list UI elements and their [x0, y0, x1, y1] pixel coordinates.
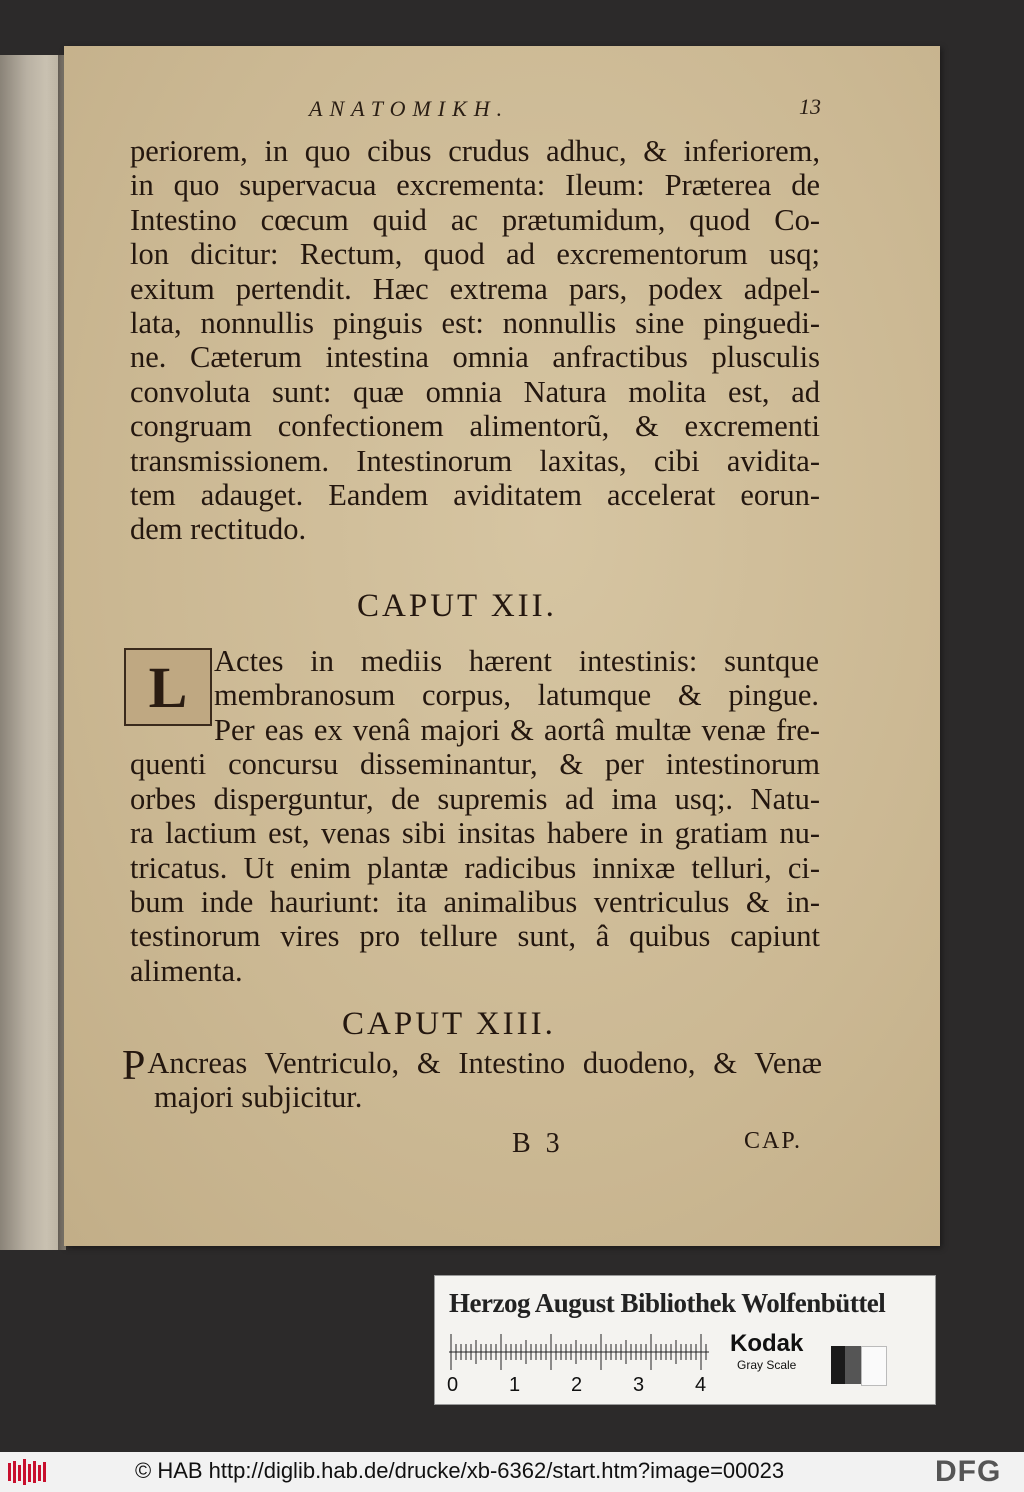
page-number: 13	[799, 94, 821, 119]
text-line: transmissionem. Intestinorum laxitas, cibi avidita-	[130, 443, 820, 478]
text-line: Ancreas Ventriculo, & Intestino duodeno, & Venæ	[147, 1046, 822, 1080]
ruler-label: 1	[509, 1374, 521, 1396]
text-line: exitum pertendit. Hæc extrema pars, podex adpel-	[130, 271, 820, 306]
book-page	[64, 46, 940, 1246]
dfg-logo: DFG	[935, 1455, 1002, 1488]
footer-bar	[0, 1452, 1024, 1492]
paragraph-13	[122, 1043, 822, 1115]
color-target-card	[434, 1275, 936, 1405]
text-line: majori subjicitur.	[154, 1080, 363, 1115]
library-logo-icon	[8, 1459, 48, 1485]
text-line: lon dicitur: Rectum, quod ad excrementorum usq;	[130, 237, 820, 272]
ruler-icon	[449, 1334, 709, 1370]
gray-swatch-black	[831, 1346, 845, 1384]
text-line: congruam confectionem alimentorũ, & excrementi	[130, 409, 820, 444]
library-name: Herzog August Bibliothek Wolfenbüttel	[449, 1288, 886, 1318]
signature-mark: B 3	[512, 1128, 564, 1159]
ruler-label: 3	[633, 1374, 645, 1396]
text-line: Per eas ex venâ majori & aortâ multæ venæ fre-	[214, 713, 820, 747]
text-line: ne. Cæterum intestina omnia anfractibus plusculis	[130, 340, 820, 375]
facing-page-edge	[0, 55, 66, 1250]
paragraph-12	[130, 713, 820, 988]
ruler-label: 4	[695, 1374, 707, 1396]
decorated-initial: L	[124, 648, 212, 726]
text-line: orbes disperguntur, de supremis ad ima usq;. Natu-	[130, 781, 820, 816]
text-line: dem rectitudo.	[130, 512, 307, 547]
text-line: tem adauget. Eandem aviditatem accelerat eorun-	[130, 478, 820, 513]
citation-link[interactable]: © HAB http://diglib.hab.de/drucke/xb-6362/start.htm?image=00023	[135, 1458, 785, 1483]
text-line: tricatus. Ut enim plantæ radicibus innixæ telluri, ci-	[130, 850, 820, 885]
text-line: bum inde hauriunt: ita animalibus ventriculus & in-	[130, 885, 820, 920]
text-line: lata, nonnullis pinguis est: nonnullis sine pinguedi-	[130, 306, 820, 341]
text-line: Intestino cœcum quid ac prætumidum, quod Co-	[130, 202, 820, 237]
ruler-label: 0	[447, 1374, 459, 1396]
gray-swatch-white	[861, 1346, 887, 1386]
ruler-label: 2	[571, 1374, 583, 1396]
gray-swatch-dark	[845, 1346, 861, 1384]
chapter-heading-12: CAPUT XII.	[357, 588, 557, 624]
initial-letter: P	[122, 1043, 146, 1089]
text-line: testinorum vires pro tellure sunt, â quibus capiunt	[130, 919, 820, 954]
catchword: CAP.	[744, 1128, 803, 1154]
paragraph-12-indented	[214, 644, 819, 713]
running-head: ANATOMIKH.	[309, 96, 510, 121]
text-line: quenti concursu disseminantur, & per intestinorum	[130, 747, 820, 782]
chapter-heading-13: CAPUT XIII.	[342, 1006, 556, 1042]
text-line: alimenta.	[130, 953, 243, 988]
text-line: periorem, in quo cibus crudus adhuc, & inferiorem,	[130, 134, 820, 168]
paragraph-top	[130, 134, 820, 547]
text-line: membranosum corpus, latumque & pingue.	[214, 678, 819, 713]
text-line: Actes in mediis hærent intestinis: suntque	[214, 644, 819, 678]
text-line: convoluta sunt: quæ omnia Natura molita est, ad	[130, 374, 820, 409]
text-line: in quo supervacua excrementa: Ileum: Præterea de	[130, 168, 820, 203]
brand-label: Kodak	[730, 1330, 804, 1357]
text-line: ra lactium est, venas sibi insitas habere in gratiam nu-	[130, 816, 820, 851]
scale-label: Gray Scale	[737, 1358, 797, 1372]
